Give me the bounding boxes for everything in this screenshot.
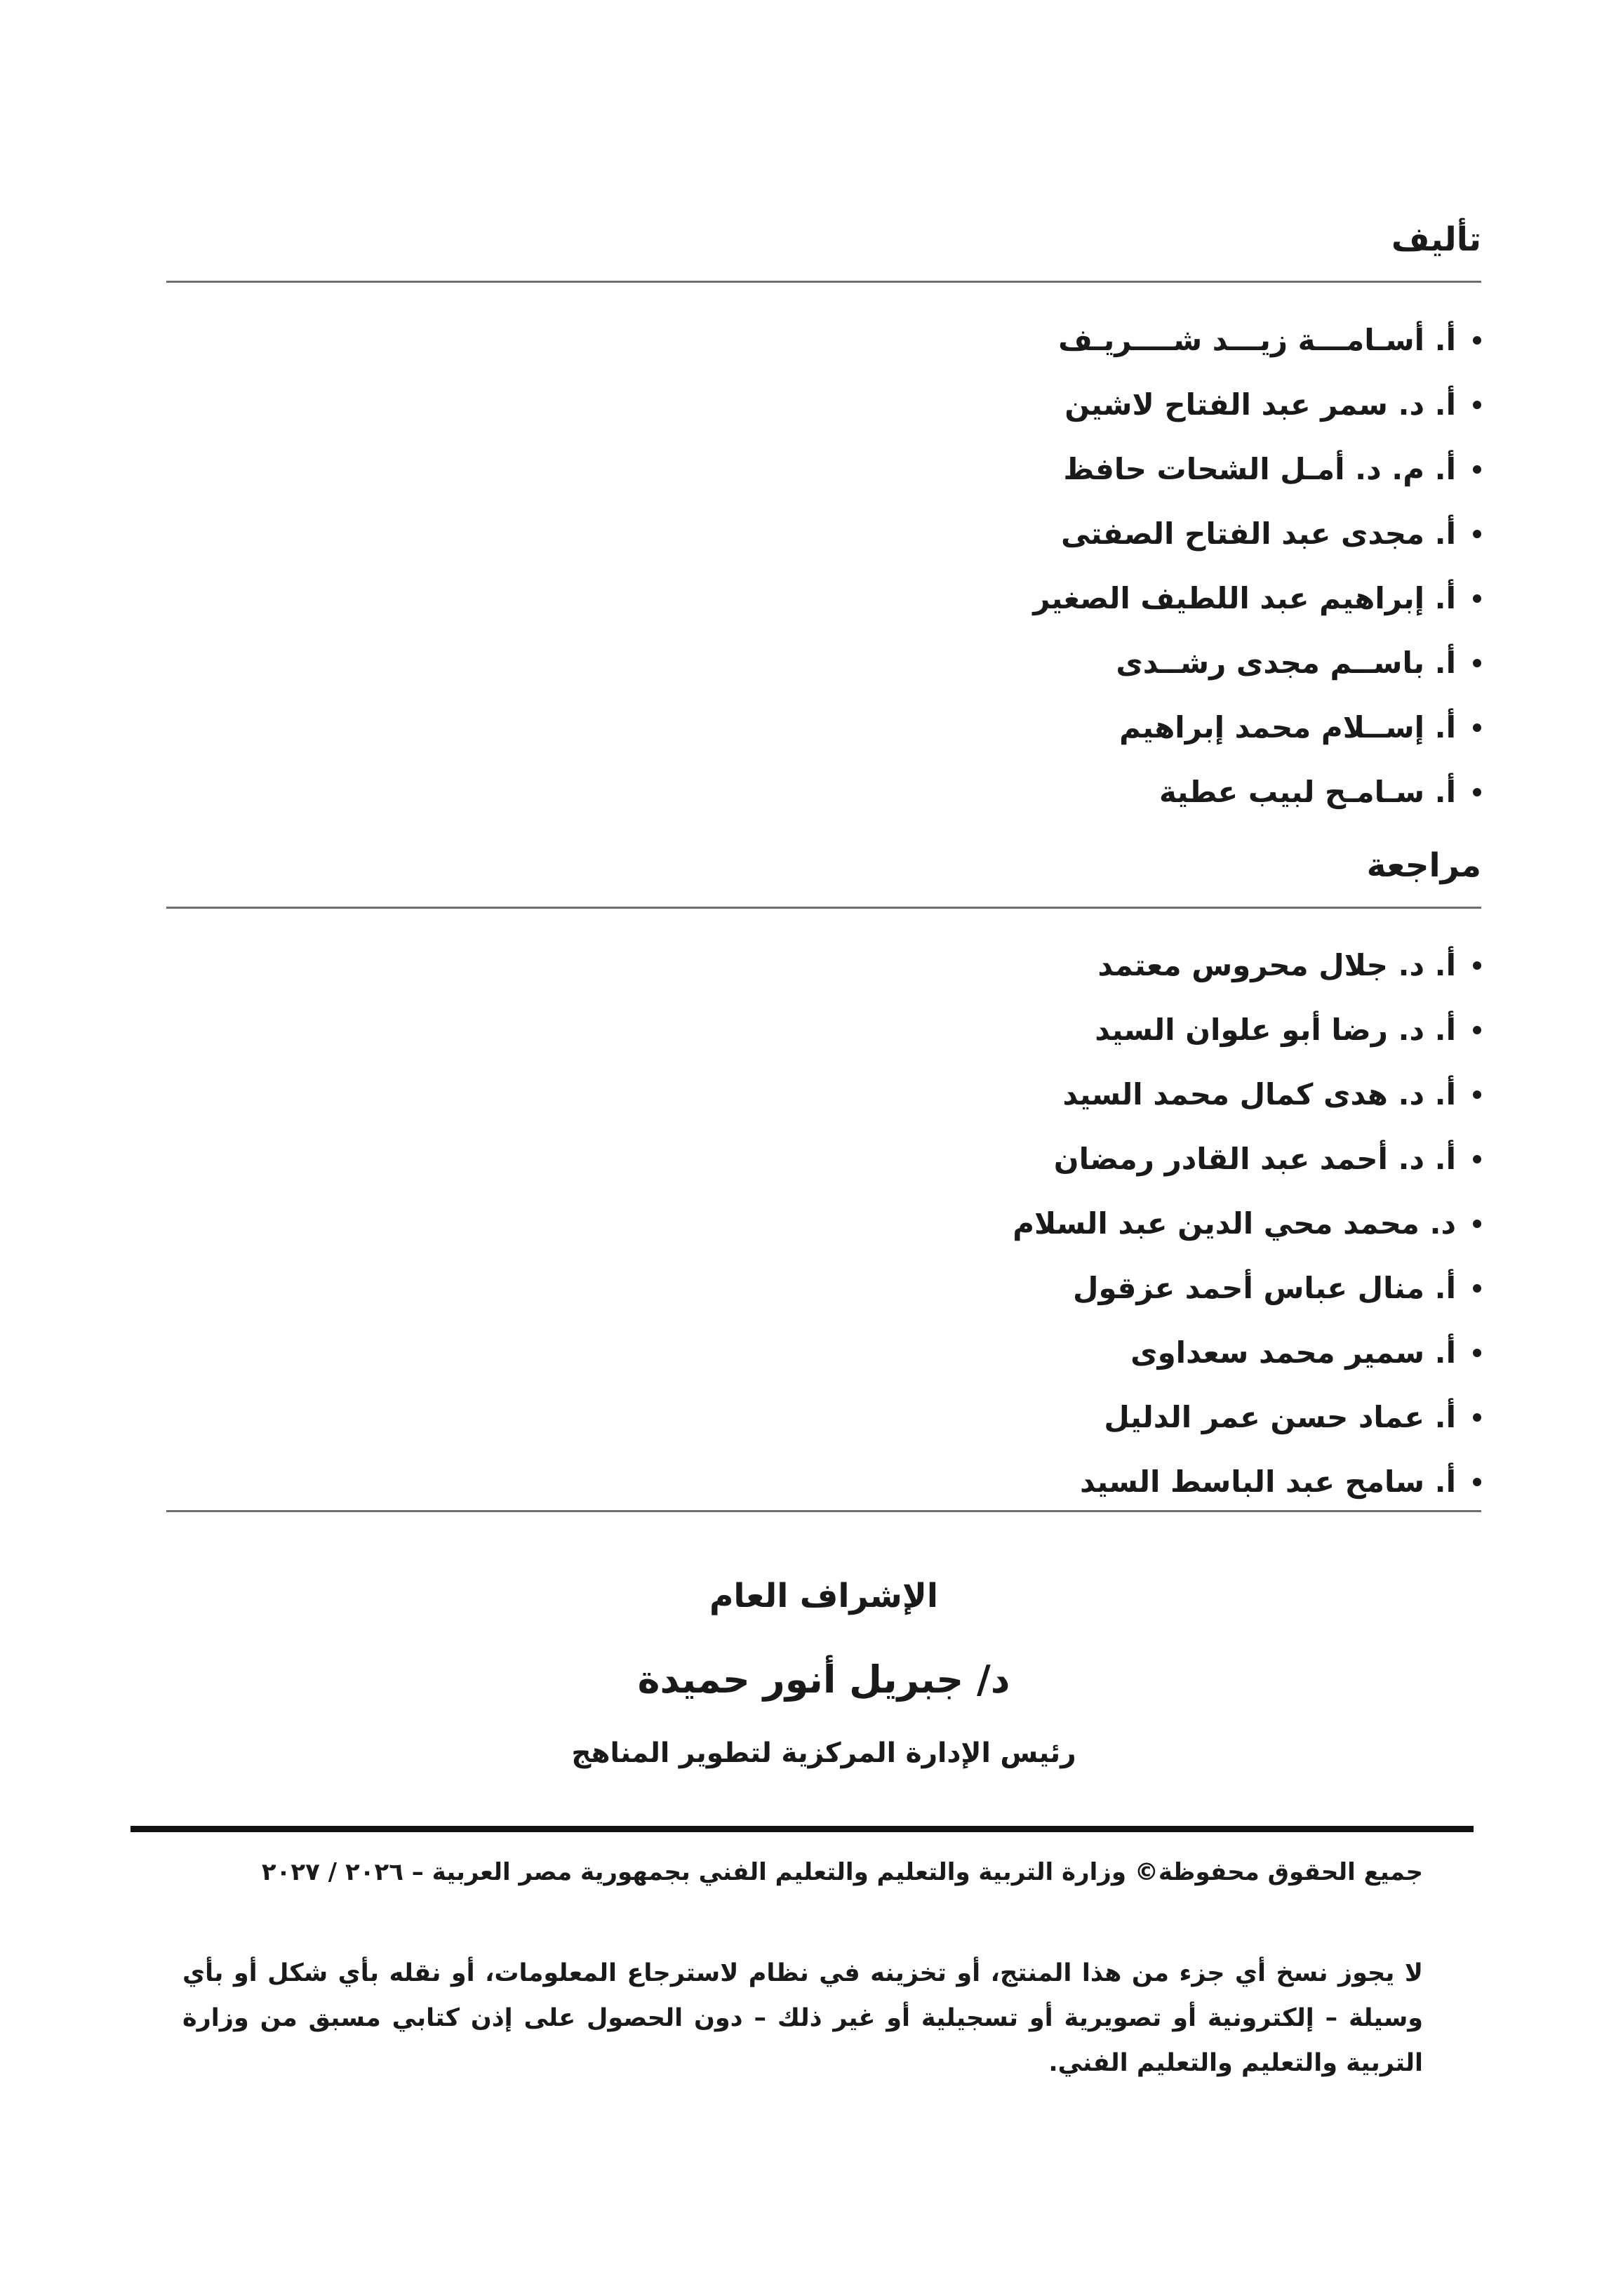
author-item — [1033, 695, 1481, 760]
reviewer-name: أ. عماد حسن عمر الدليل — [1104, 1400, 1456, 1434]
bullet-icon — [1473, 1284, 1481, 1293]
author-name: أ. سـامـح لبيب عطية — [1158, 775, 1456, 809]
bullet-icon — [1473, 1478, 1481, 1486]
bullet-icon — [1473, 1349, 1481, 1357]
reviewer-name: أ. د. هدى كمال محمد السيد — [1062, 1077, 1456, 1112]
bullet-icon — [1473, 1026, 1481, 1034]
author-item — [1033, 566, 1481, 631]
bullet-icon — [1473, 961, 1481, 970]
bullet-icon — [1473, 1220, 1481, 1228]
footer-divider — [131, 1826, 1474, 1832]
bullet-icon — [1473, 594, 1481, 603]
reviewer-item — [1013, 1256, 1481, 1321]
review-divider — [166, 907, 1481, 909]
reviewer-item — [1013, 933, 1481, 998]
author-item — [1033, 308, 1481, 373]
bullet-icon — [1473, 659, 1481, 667]
reviewer-name: أ. سامح عبد الباسط السيد — [1080, 1464, 1456, 1499]
reviewer-item — [1013, 1127, 1481, 1192]
author-name: أ. باســم مجدى رشــدى — [1116, 646, 1456, 680]
author-item — [1033, 760, 1481, 825]
author-item — [1033, 631, 1481, 695]
bullet-icon — [1473, 530, 1481, 538]
bullet-icon — [1473, 465, 1481, 474]
reviewer-name: أ. د. جلال محروس معتمد — [1097, 948, 1456, 982]
reviewer-name: أ. سمير محمد سعداوى — [1130, 1335, 1456, 1370]
authors-list — [1033, 308, 1481, 825]
reviewer-item — [1013, 998, 1481, 1062]
supervision-divider — [166, 1510, 1481, 1512]
authoring-heading: تأليف — [1391, 220, 1481, 259]
supervisor-name: د/ جبريل أنور حميدة — [637, 1657, 1010, 1702]
bullet-icon — [1473, 788, 1481, 796]
bullet-icon — [1473, 336, 1481, 345]
reviewer-item — [1013, 1192, 1481, 1256]
author-name: أ. مجدى عبد الفتاح الصفتى — [1061, 516, 1456, 551]
author-item — [1033, 437, 1481, 502]
author-name: أ. أسـامـــة زيـــد شــــريـف — [1058, 323, 1456, 357]
supervisor-role: رئيس الإدارة المركزية لتطوير المناهج — [571, 1737, 1076, 1769]
author-name: أ. إبراهيم عبد اللطيف الصغير — [1033, 581, 1456, 615]
copyright-line: جميع الحقوق محفوظة© وزارة التربية والتعليم والتعليم الفني بجمهورية مصر العربية – ٢٠٢٦ / ٢٠٢٧ — [261, 1858, 1423, 1886]
supervision-title: الإشراف العام — [709, 1577, 939, 1615]
reviewer-item — [1013, 1321, 1481, 1385]
bullet-icon — [1473, 1413, 1481, 1422]
reviewer-name: أ. منال عباس أحمد عزقول — [1073, 1271, 1456, 1305]
reviewer-name: أ. د. رضا أبو علوان السيد — [1095, 1013, 1456, 1047]
author-name: أ. م. د. أمـل الشحات حافظ — [1063, 452, 1456, 486]
author-name: أ. إســلام محمد إبراهيم — [1119, 710, 1456, 745]
reviewer-name: أ. د. أحمد عبد القادر رمضان — [1053, 1142, 1456, 1176]
reviewer-item — [1013, 1450, 1481, 1514]
bullet-icon — [1473, 1155, 1481, 1163]
bullet-icon — [1473, 723, 1481, 732]
reviewers-list — [1013, 933, 1481, 1514]
reviewer-item — [1013, 1062, 1481, 1127]
author-item — [1033, 502, 1481, 566]
review-heading: مراجعة — [1366, 846, 1481, 885]
copyright-notice: لا يجوز نسخ أي جزء من هذا المنتج، أو تخزينه في نظام لاسترجاع المعلومات، أو نقله بأي شكل أو بأي وسيلة – إلكترونية أو تصويرية أو تسجيلية أو غير ذلك – دون الحصول على إذن كتابي مسبق من وزارة التربية والتعليم والتعليم الفني. — [182, 1959, 1423, 2077]
reviewer-item — [1013, 1385, 1481, 1450]
reviewer-name: د. محمد محي الدين عبد السلام — [1013, 1206, 1456, 1241]
bullet-icon — [1473, 401, 1481, 409]
author-item — [1033, 373, 1481, 437]
bullet-icon — [1473, 1090, 1481, 1099]
authoring-divider — [166, 281, 1481, 283]
author-name: أ. د. سمر عبد الفتاح لاشين — [1064, 387, 1456, 422]
